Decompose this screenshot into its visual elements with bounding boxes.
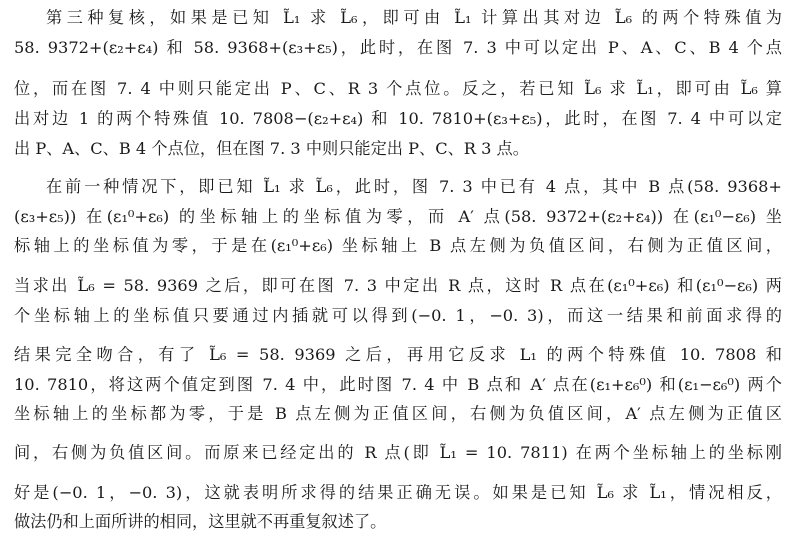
text-line: 出 P、A、C、B 4 个点位，但在图 7. 3 中则只能定出 P、C、R 3 点。 xyxy=(14,139,529,158)
text-line: 好是(−0. 1，−0. 3)，这就表明所求得的结果正确无误。如果是已知 L̃₆ 求 L̃₁，情况相反， xyxy=(14,483,782,502)
text-line: 位，而在图 7. 4 中则只能定出 P、C、R 3 个点位。反之，若已知 L̃₆ 求 L̃₁，即可由 L̃₆ 算 xyxy=(14,79,782,98)
text-line: 第三种复核，如果是已知 L̃₁ 求 L̃₆，即可由 L̃₁ 计算出其对边 L̃₆ 的两个特殊值为 xyxy=(46,8,782,27)
text-line: 个坐标轴上的坐标值只要通过内插就可以得到(−0. 1，−0. 3)，而这一结果和前面求得的 xyxy=(14,306,782,325)
text-line: 结果完全吻合，有了 L̃₆ = 58. 9369 之后，再用它反求 L₁ 的两个特殊值 10. 7808 和 xyxy=(14,345,782,364)
text-line: 58. 9372+(ε₂+ε₄) 和 58. 9368+(ε₃+ε₅)，此时，在图 7. 3 中可以定出 P、A、C、B 4 个点 xyxy=(14,38,782,57)
text-line: 坐标轴上的坐标都为零，于是 B 点左侧为正值区间，右侧为负值区间，A′ 点左侧为正值区 xyxy=(14,404,782,423)
text-line: 在前一种情况下，即已知 L̃₁ 求 L̃₆，此时，图 7. 3 中已有 4 点，其中 B 点(58. 9368+ xyxy=(46,177,782,196)
text-line: 标轴上的坐标值为零，于是在(ε₁⁰+ε₆) 坐标轴上 B 点左侧为负值区间，右侧为正值区间， xyxy=(14,236,782,255)
text-line: 做法仍和上面所讲的相同，这里就不再重复叙述了。 xyxy=(14,512,387,531)
text-line: 间，右侧为负值区间。而原来已经定出的 R 点(即 L̃₁ = 10. 7811) 在两个坐标轴上的坐标刚 xyxy=(14,443,782,462)
text-line: 出对边 1 的两个特殊值 10. 7808−(ε₂+ε₄) 和 10. 7810+(ε₃+ε₅)，此时，在图 7. 4 中可以定 xyxy=(14,109,782,128)
text-line: (ε₃+ε₅)) 在(ε₁⁰+ε₆) 的坐标轴上的坐标值为零，而 A′ 点(58. 9372+(ε₂+ε₄)) 在(ε₁⁰−ε₆) 坐 xyxy=(14,207,782,226)
text-line: 当求出 L̃₆ = 58. 9369 之后，即可在图 7. 3 中定出 R 点，这时 R 点在(ε₁⁰+ε₆) 和(ε₁⁰−ε₆) 两 xyxy=(14,276,782,295)
text-line: 10. 7810，将这两个值定到图 7. 4 中，此时图 7. 4 中 B 点和 A′ 点在(ε₁+ε₆⁰) 和(ε₁−ε₆⁰) 两个 xyxy=(14,375,782,394)
